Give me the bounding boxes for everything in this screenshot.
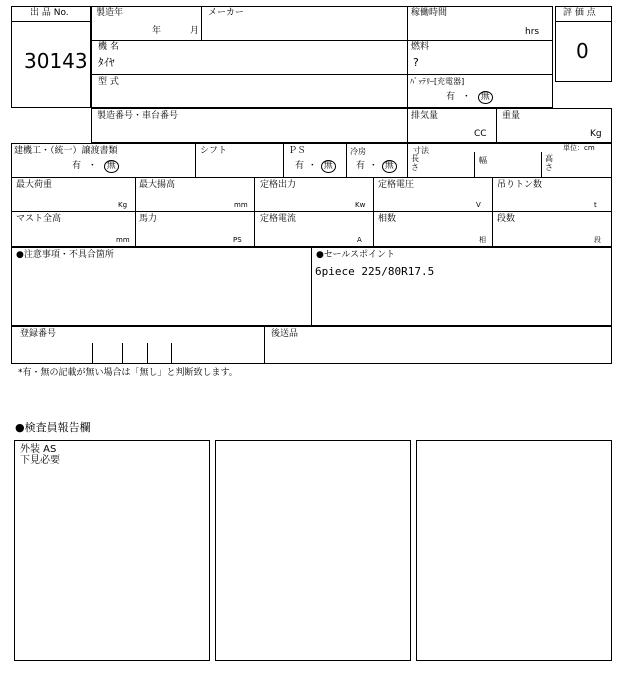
inspector-box-1 [14,440,210,661]
spec-table [11,143,612,247]
dim-label: 寸法 [413,146,429,155]
battery-sep: ・ [461,92,471,102]
max-load-unit: Kg [118,201,128,209]
serial-label: 製造番号・車台番号 [97,111,179,121]
ac-no: 無 [382,160,397,173]
ac-sep: ・ [368,161,378,171]
length-label: 長 さ [411,154,419,172]
selling-label: ●セールスポイント [316,250,396,260]
crane-unit: t [594,201,597,209]
displacement-unit: CC [474,129,487,139]
ac-yes: 有 [356,161,366,171]
rated-current-label: 定格電流 [260,214,297,224]
year-unit: 年 [152,26,162,36]
width-label: 幅 [479,156,487,165]
rated-voltage-label: 定格電圧 [378,180,415,190]
ps-label: ＰＳ [288,146,307,156]
lot-no-label: 出 品 No. [30,8,69,18]
ps-sep: ・ [307,161,317,171]
battery-no: 無 [478,91,493,104]
inspector-heading: ●検査員報告欄 [15,421,91,434]
ac-label: 冷房 [350,147,366,156]
mast-unit: mm [116,236,130,244]
type-label: 型 式 [98,77,119,87]
displacement-label: 排気量 [411,111,439,121]
footnote: *有・無の記載が無い場合は「無し」と判断致します。 [18,368,238,378]
phase-unit: 相 [479,236,486,244]
max-lift-label: 最大揚高 [139,180,176,190]
stage-unit: 段 [594,236,601,244]
transfer-choice [72,160,119,173]
fuel-value: ? [413,56,419,69]
weight-label: 重量 [502,111,521,121]
battery-label: ﾊﾞｯﾃﾘｰ[充電器] [410,77,465,86]
max-load-label: 最大荷重 [16,180,53,190]
selling-value: 6piece 225/80R17.5 [315,265,435,278]
model-name-label: 機 名 [98,42,119,52]
inspector-note-2: 下見必要 [20,455,60,466]
rated-output-label: 定格出力 [260,180,297,190]
shift-label: シフト [200,146,228,156]
weight-unit: Kg [590,129,602,139]
caution-label: ●注意事項・不具合箇所 [16,250,114,260]
mfg-year-label: 製造年 [96,8,124,18]
hp-label: 馬力 [139,214,158,224]
ps-choice [295,160,336,173]
mast-label: マスト全高 [16,214,62,224]
month-unit: 月 [190,26,200,36]
inspector-box-3 [416,440,612,661]
transfer-sep: ・ [87,161,97,171]
inspector-note-1: 外装 AS [20,444,57,455]
phase-label: 相数 [378,214,397,224]
registration-box [11,326,612,364]
rated-output-unit: Kw [355,201,366,209]
hp-unit: PS [233,236,242,244]
rated-current-unit: A [357,236,362,244]
maker-label: メーカー [208,8,244,18]
rated-voltage-unit: V [476,201,481,209]
stage-label: 段数 [497,214,516,224]
ps-yes: 有 [295,161,305,171]
transfer-no: 無 [104,160,119,173]
inspector-box-2 [215,440,411,661]
hours-unit: hrs [525,27,540,37]
rating-value: 0 [576,39,589,63]
rating-label: 評 価 点 [563,8,596,18]
shipped-label: 後送品 [271,329,299,339]
transfer-yes: 有 [72,161,82,171]
battery-choice [446,91,493,104]
transfer-label: 建機工・（統一）譲渡書類 [14,146,118,156]
ps-no: 無 [321,160,336,173]
crane-label: 吊りトン数 [497,180,543,190]
battery-yes: 有 [446,92,456,102]
ac-choice [356,160,397,173]
fuel-label: 燃料 [411,42,430,52]
max-lift-unit: mm [234,201,248,209]
unit-label: 単位：cm [563,144,595,152]
hours-label: 稼働時間 [411,8,448,18]
model-name-value: ﾀｲﾔ [98,56,115,69]
lot-no-value: 30143 [24,49,88,73]
reg-label: 登録番号 [20,329,57,339]
height-label: 高 さ [545,154,553,172]
